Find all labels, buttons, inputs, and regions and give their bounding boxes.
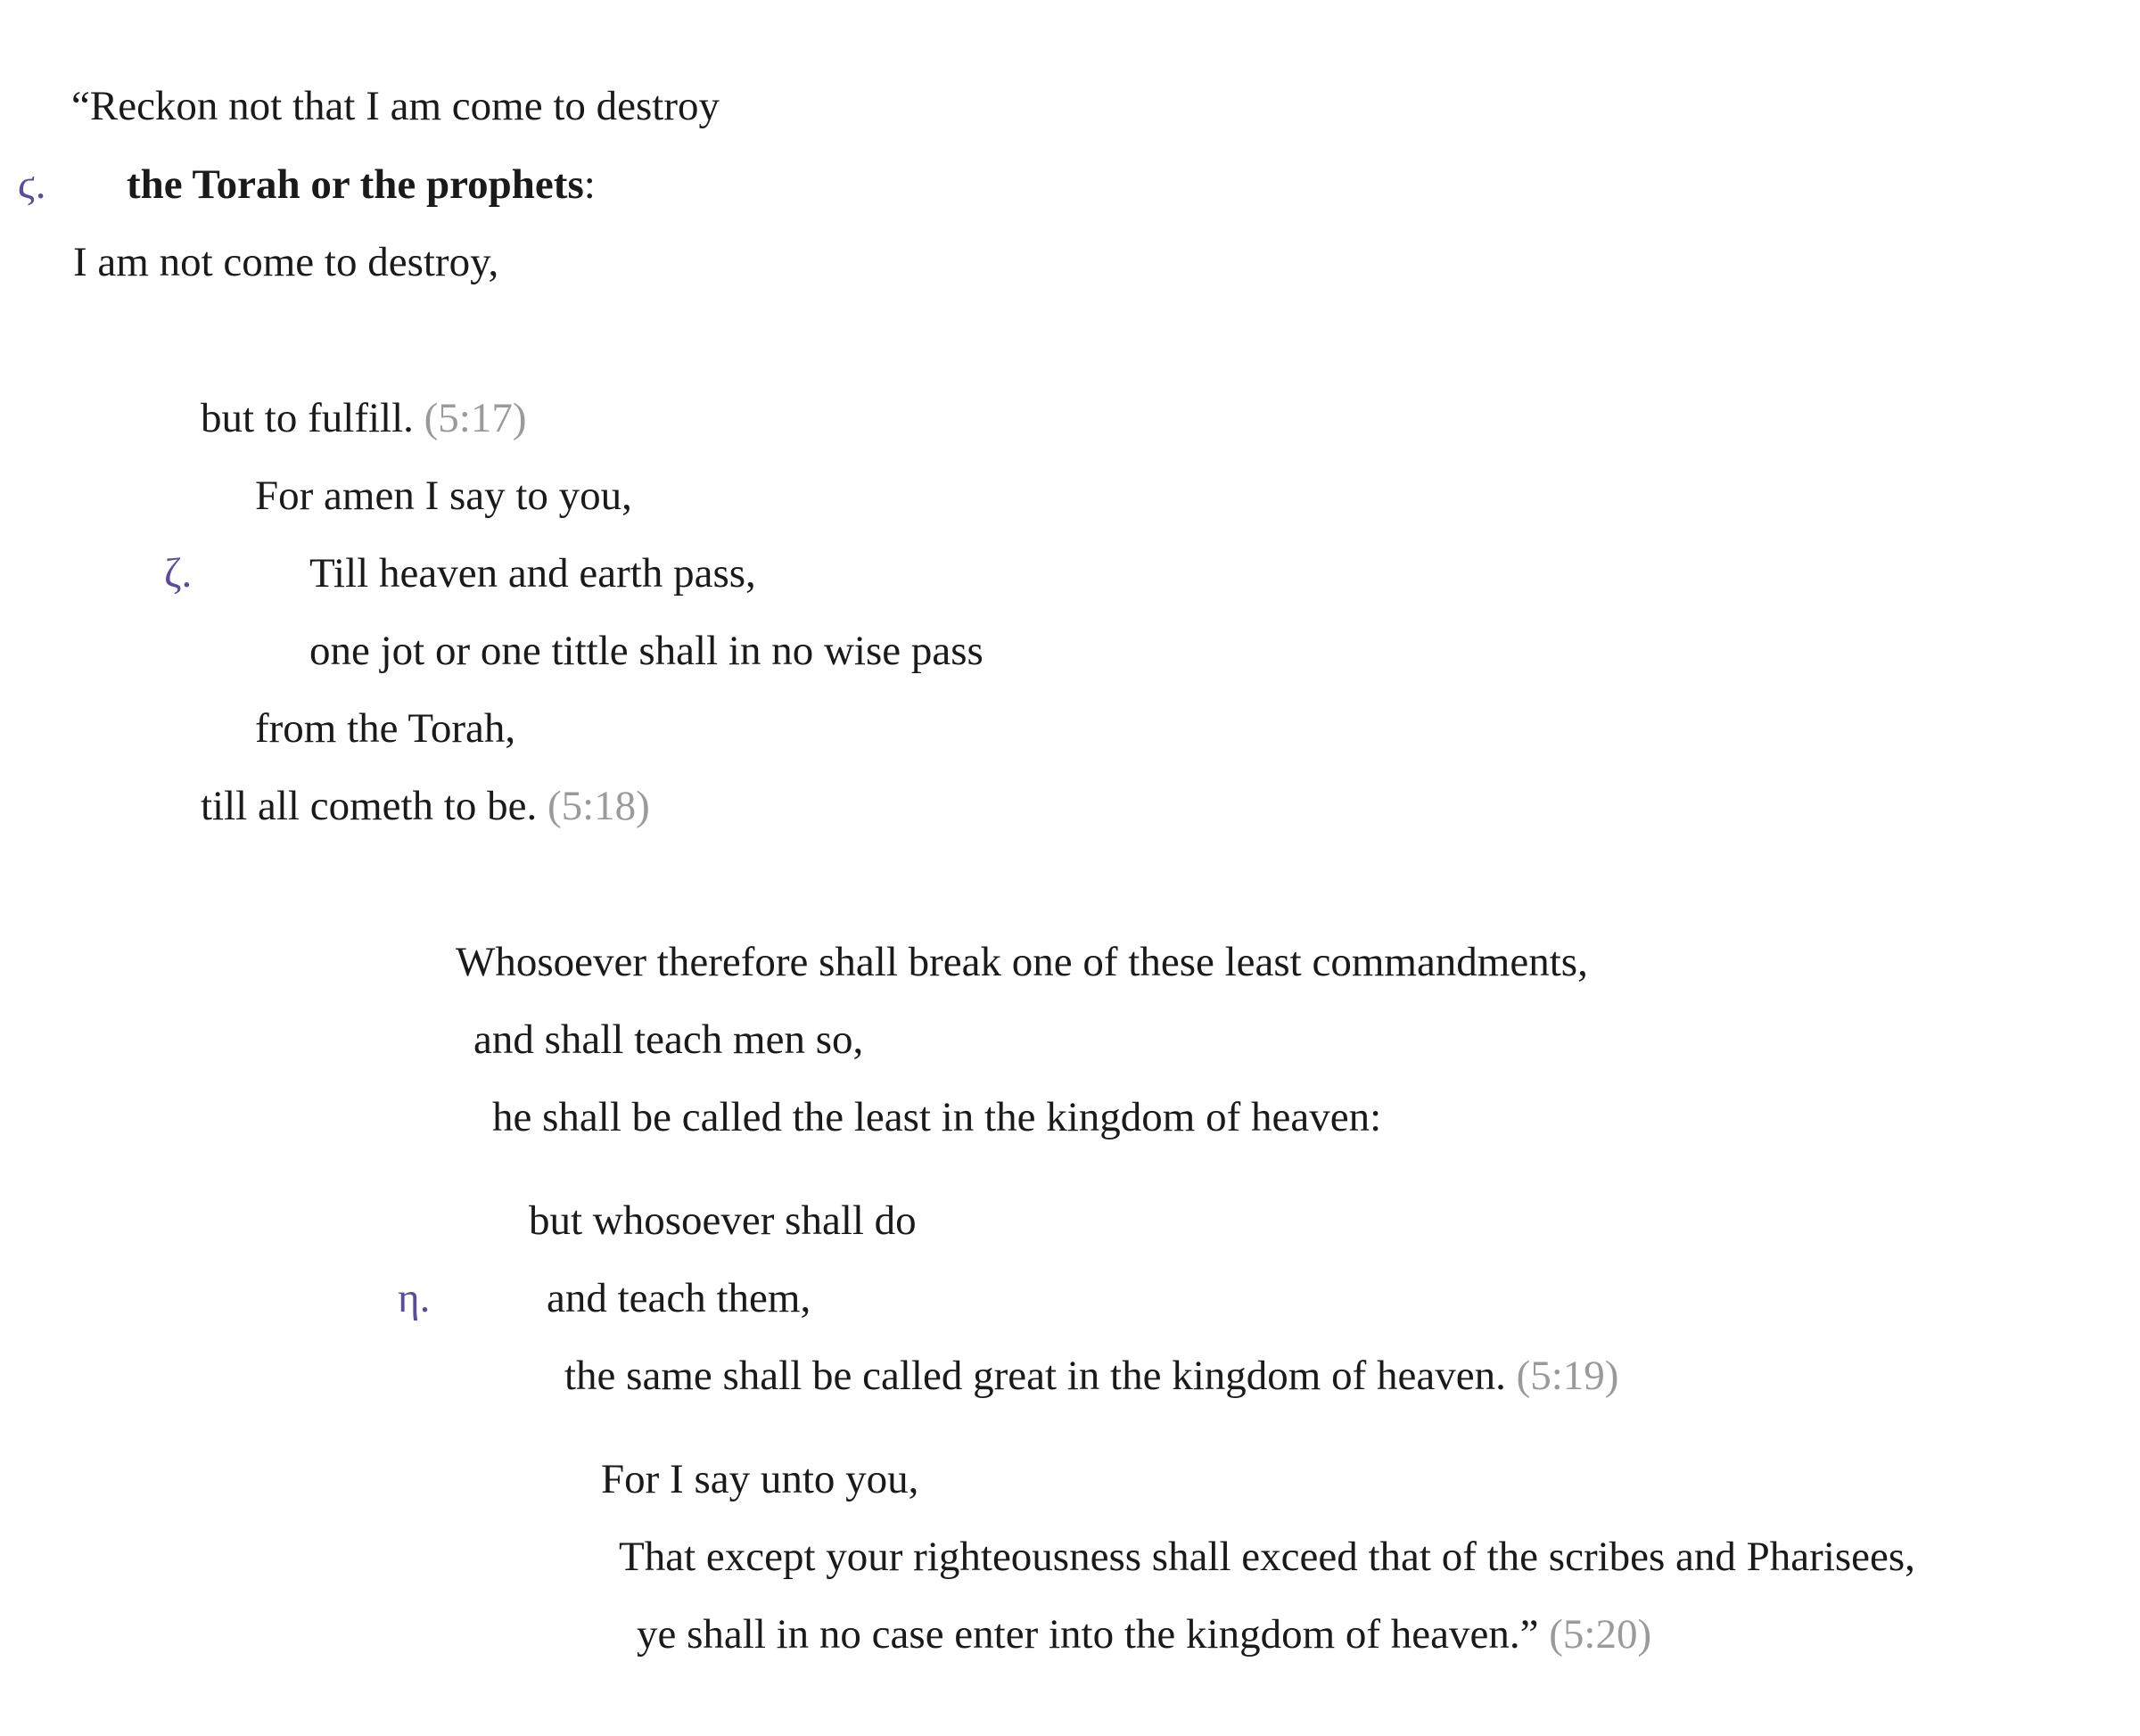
verse-line [309, 550, 756, 596]
verse-line [601, 1456, 919, 1502]
verse-text: “Reckon not that I am come to destroy [71, 83, 720, 129]
verse-text: Whosoever therefore shall break one of these least commandments, [456, 939, 1588, 985]
verse-text: : [583, 161, 596, 208]
verse-line [201, 783, 650, 829]
section-marker: ζ. [164, 550, 193, 596]
verse-reference: (5:17) [424, 395, 527, 441]
verse-line [492, 1094, 1382, 1140]
emphasis-text: the Torah or the prophets [127, 161, 584, 208]
verse-text: but whosoever shall do [529, 1197, 917, 1244]
verse-reference: (5:18) [547, 783, 650, 829]
verse-line [255, 705, 516, 752]
verse-line [201, 395, 527, 441]
verse-text: That except your righteousness shall exceed that of the scribes and Pharisees, [619, 1534, 1915, 1580]
verse-text: ye shall in no case enter into the kingdom of heaven.” [637, 1611, 1539, 1658]
verse-line [309, 630, 984, 672]
verse-text: Till heaven and earth pass, [309, 550, 756, 596]
verse-text: I am not come to destroy, [73, 239, 499, 285]
verse-line [529, 1197, 917, 1244]
verse-line [547, 1275, 811, 1321]
verse-reference: (5:20) [1549, 1611, 1652, 1658]
verse-text: from the Torah, [255, 705, 516, 752]
verse-line [456, 939, 1588, 985]
verse-text: and teach them, [547, 1275, 811, 1321]
verse-text: one jot or one tittle shall in no wise pass [309, 628, 984, 674]
verse-text: For amen I say to you, [255, 473, 632, 519]
verse-text: but to fulfill. [201, 395, 414, 441]
verse-reference: (5:19) [1516, 1353, 1619, 1399]
verse-line [73, 239, 499, 285]
verse-line [127, 161, 596, 208]
verse-text: till all cometh to be. [201, 783, 538, 829]
verse-line [564, 1355, 1618, 1397]
verse-line [637, 1611, 1652, 1658]
verse-text: For I say unto you, [601, 1456, 919, 1502]
verse-line [71, 83, 720, 129]
verse-line [473, 1016, 864, 1063]
section-marker: η. [398, 1275, 431, 1321]
section-marker: ϛ. [18, 161, 46, 208]
verse-text: and shall teach men so, [473, 1016, 864, 1063]
verse-text: the same shall be called great in the kingdom of heaven. [564, 1353, 1506, 1399]
verse-text: he shall be called the least in the kingdom of heaven: [492, 1094, 1382, 1140]
verse-line [619, 1536, 1915, 1578]
verse-line [255, 475, 632, 517]
